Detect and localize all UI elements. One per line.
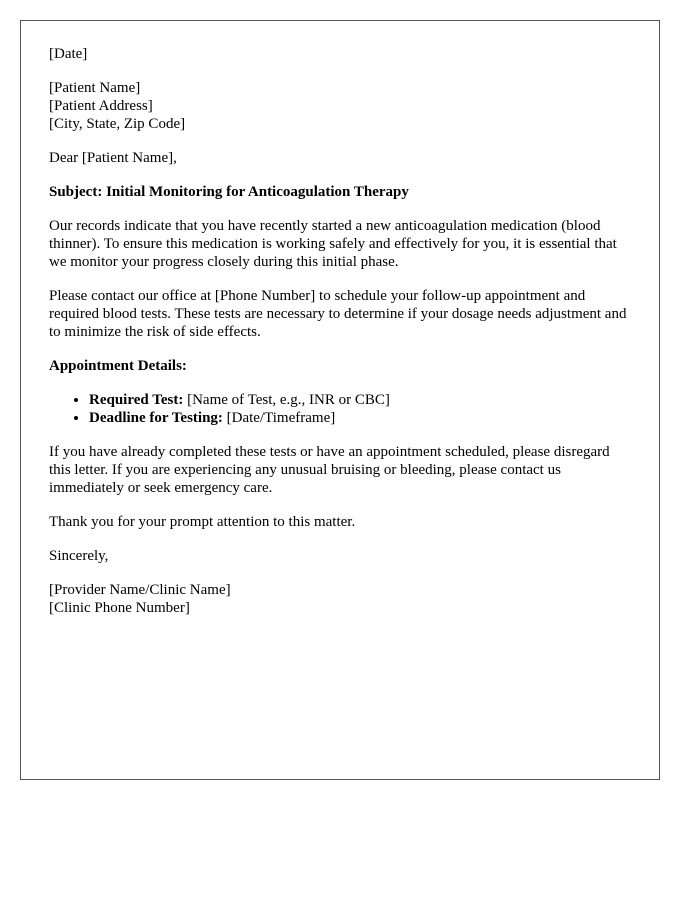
body-paragraph-1: Our records indicate that you have recently started a new anticoagulation medication (blood thinner). To ensure this medication is working safely and effectively for you, it is essential that we monitor your progress closely during this initial phase. — [49, 218, 617, 270]
subject-line: Subject: Initial Monitoring for Anticoagulation Therapy — [49, 184, 409, 200]
appointment-details-heading: Appointment Details: — [49, 358, 187, 374]
signature-phone: [Clinic Phone Number] — [49, 600, 190, 616]
recipient-city-state-zip: [City, State, Zip Code] — [49, 116, 186, 132]
detail-value: [Date/Timeframe] — [222, 410, 336, 426]
detail-item-required-test — [89, 391, 631, 409]
appointment-details-list — [49, 391, 631, 427]
salutation: Dear [Patient Name], — [49, 150, 177, 166]
recipient-address: [Patient Address] — [49, 98, 153, 114]
body-paragraph-2: Please contact our office at [Phone Number] to schedule your follow-up appointment and required blood tests. These tests are necessary to determine if your dosage needs adjustment and to minimize the risk of side effects. — [49, 288, 627, 340]
letter-page — [20, 20, 660, 780]
signature-block — [49, 581, 631, 617]
closing: Sincerely, — [49, 548, 109, 564]
letter-date: [Date] — [49, 46, 88, 62]
detail-value: [Name of Test, e.g., INR or CBC] — [183, 392, 390, 408]
body-paragraph-3: If you have already completed these tests or have an appointment scheduled, please disregard this letter. If you are experiencing any unusual bruising or bleeding, please contact us immediately or seek emergency care. — [49, 444, 610, 496]
detail-label: Required Test: — [89, 392, 184, 408]
recipient-address-block — [49, 79, 631, 133]
recipient-name: [Patient Name] — [49, 80, 141, 96]
detail-label: Deadline for Testing: — [89, 410, 223, 426]
detail-item-deadline — [89, 409, 631, 427]
signature-provider: [Provider Name/Clinic Name] — [49, 582, 231, 598]
thanks-line: Thank you for your prompt attention to this matter. — [49, 514, 356, 530]
